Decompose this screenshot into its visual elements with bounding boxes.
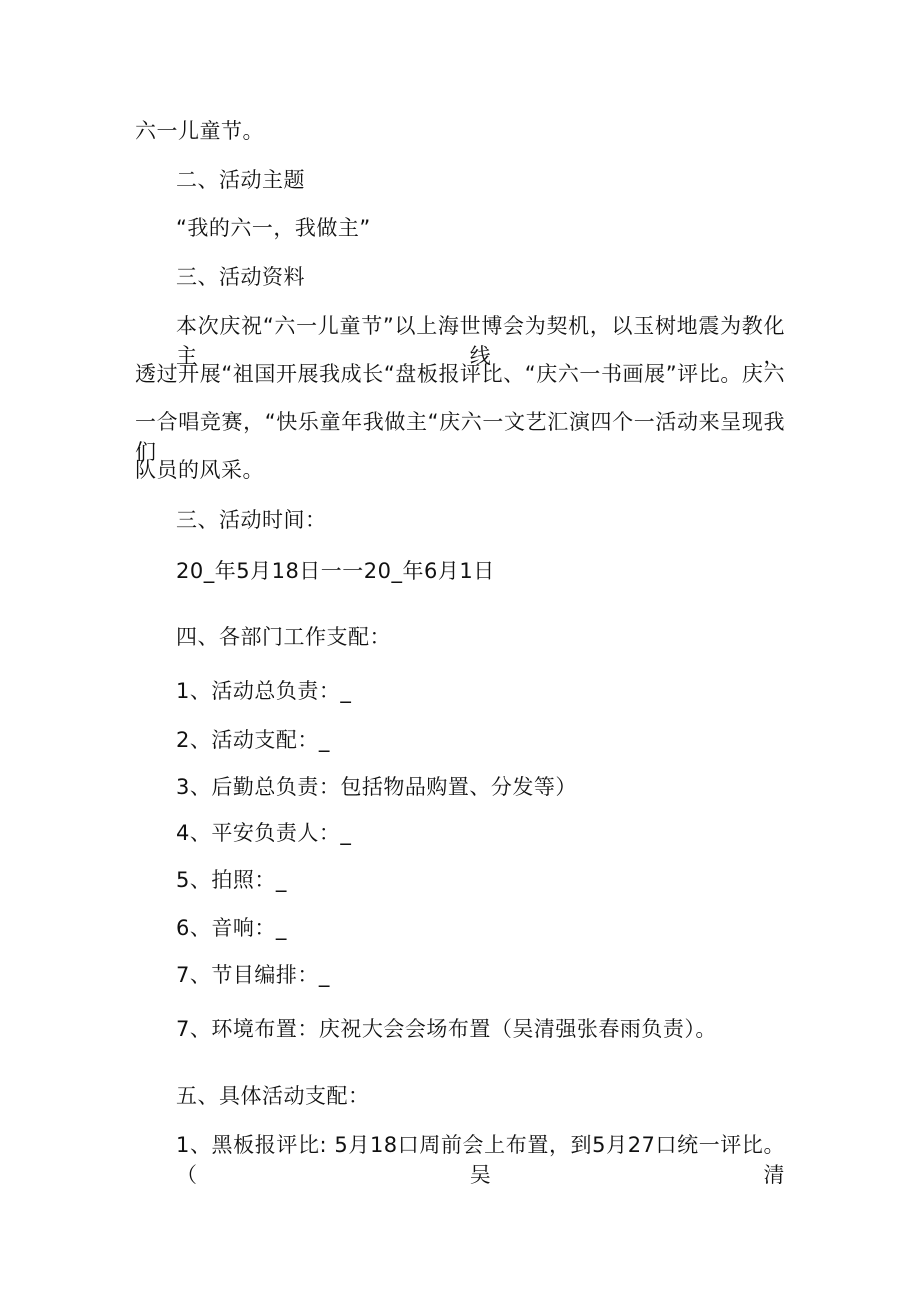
- assignment-item: 2、活动支配：_: [176, 728, 330, 752]
- activity-theme-slogan: “我的六一，我做主”: [176, 216, 371, 240]
- body-paragraph-line: 一合唱竞赛，“快乐童年我做主“庆六一文艺汇演四个一活动来呈现我们: [135, 410, 785, 464]
- heading-activity-theme: 二、活动主题: [176, 168, 305, 192]
- body-paragraph-line: 透过开展“祖国开展我成长“盘板报评比、“庆六一书画展”评比。庆六: [135, 362, 785, 386]
- heading-activity-materials: 三、活动资料: [176, 265, 305, 289]
- paragraph-continuation: 六一儿童节。: [135, 119, 264, 143]
- assignment-item: 1、活动总负责：_: [176, 679, 352, 703]
- assignment-item: 6、音响：_: [176, 916, 287, 940]
- heading-activity-time: 三、活动时间：: [176, 508, 327, 532]
- body-paragraph-line: 队员的风采。: [135, 458, 264, 482]
- assignment-item: 7、环境布置：庆祝大会会场布置（吴清强张春雨负责）。: [176, 1017, 717, 1041]
- assignment-item: 3、后勤总负责：包括物品购置、分发等）: [176, 775, 577, 799]
- assignment-item: 5、拍照：_: [176, 868, 287, 892]
- activity-detail-item: 1、黑板报评比: 5月18口周前会上布置，到5月27口统一评比。（吴清: [176, 1133, 785, 1187]
- body-paragraph-line: 本次庆祝“六一儿童节”以上海世博会为契机，以玉树地震为教化主线，: [176, 314, 785, 368]
- assignment-item: 4、平安负责人：_: [176, 821, 352, 845]
- activity-date-range: 20_年5月18日一一20_年6月1日: [176, 559, 495, 583]
- assignment-item: 7、节目编排：_: [176, 963, 330, 987]
- heading-detailed-activities: 五、具体活动支配：: [176, 1084, 370, 1108]
- heading-department-assignments: 四、各部门工作支配：: [176, 625, 391, 649]
